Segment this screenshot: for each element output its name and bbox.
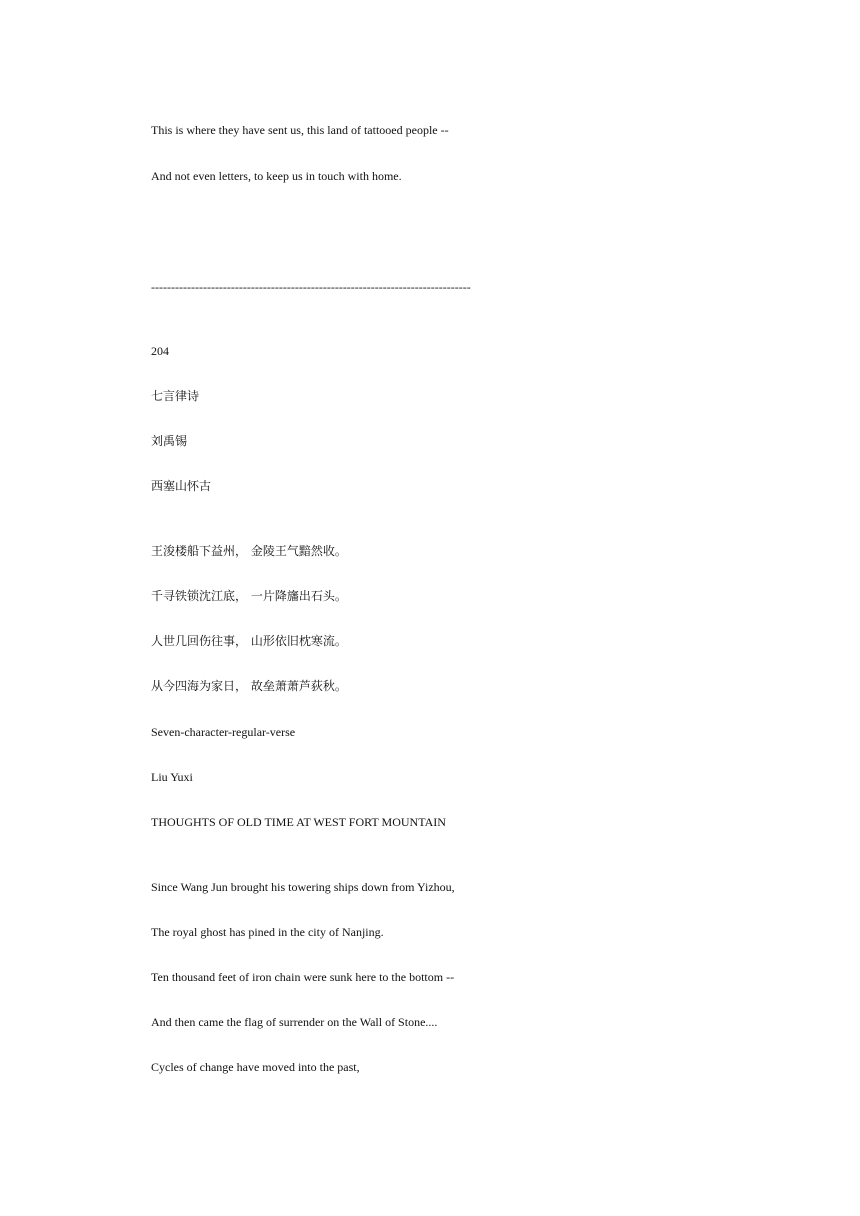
poem-line-cn-4: 从今四海为家日， 故垒萧萧芦荻秋。 <box>151 679 347 693</box>
separator-line: -------------------------------------------------------------------------------- <box>151 280 471 294</box>
poem-line-en-5: Cycles of change have moved into the past, <box>151 1060 360 1074</box>
poem-title-cn: 西塞山怀古 <box>151 479 212 493</box>
poem-line-en-3: Ten thousand feet of iron chain were sunk here to the bottom -- <box>151 970 455 984</box>
poem-form-cn: 七言律诗 <box>151 389 200 403</box>
poem-title-en: THOUGHTS OF OLD TIME AT WEST FORT MOUNTAIN <box>151 815 446 829</box>
poem-author-cn: 刘禹锡 <box>151 434 188 448</box>
prev-poem-line-2: And not even letters, to keep us in touch with home. <box>151 169 402 183</box>
prev-poem-line-1: This is where they have sent us, this land of tattooed people -- <box>151 123 449 137</box>
poem-author-en: Liu Yuxi <box>151 770 193 784</box>
poem-line-cn-2: 千寻铁锁沈江底， 一片降旛出石头。 <box>151 589 347 603</box>
poem-number: 204 <box>151 344 169 358</box>
poem-line-cn-3: 人世几回伤往事， 山形依旧枕寒流。 <box>151 634 347 648</box>
poem-line-cn-1: 王浚楼船下益州， 金陵王气黯然收。 <box>151 544 347 558</box>
poem-line-en-4: And then came the flag of surrender on the Wall of Stone.... <box>151 1015 438 1029</box>
poem-line-en-1: Since Wang Jun brought his towering ships down from Yizhou, <box>151 880 455 894</box>
poem-line-en-2: The royal ghost has pined in the city of Nanjing. <box>151 925 384 939</box>
poem-form-en: Seven-character-regular-verse <box>151 725 296 739</box>
